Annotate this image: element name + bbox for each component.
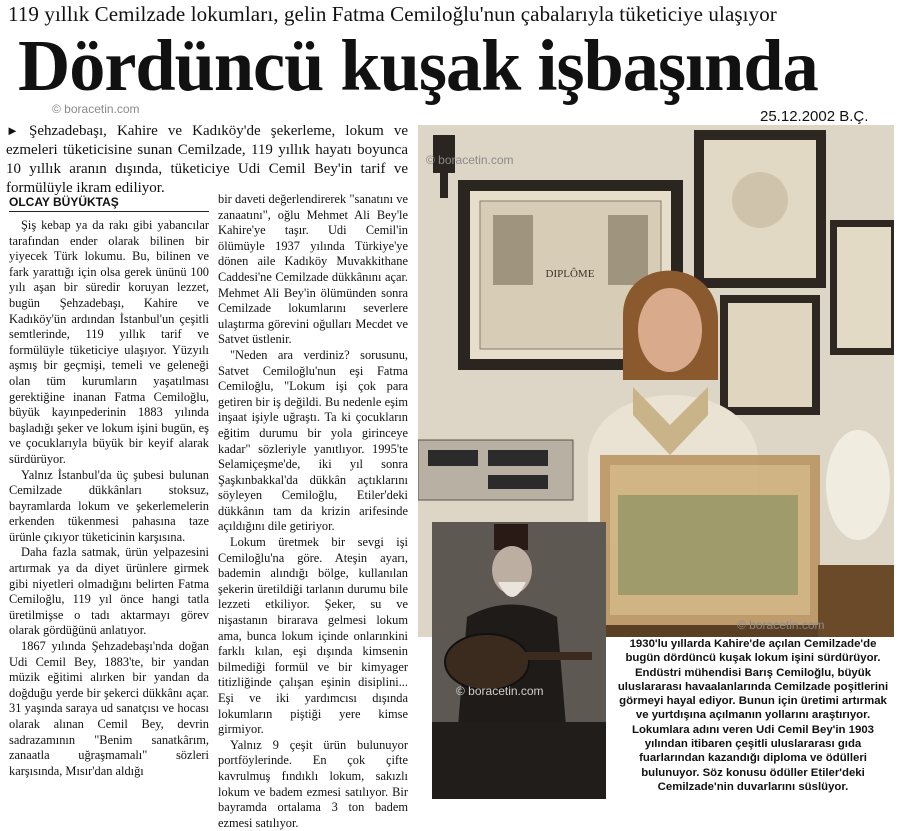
watermark: © boracetin.com: [52, 102, 140, 116]
paragraph: bir daveti değerlendirerek "sanatını ve zanaatını", oğlu Mehmet Ali Bey'le Kahire'ye taşır. Udi Cemil'in ölümüyle 1937 yılında Türkiye'ye dönen aile Kadıköy Muvakkithane Caddesi'ne Cemilzade dükkânını açar. Mehmet Ali Bey'in ölümünden sonra Cemilzade lokumlarını severlere ulaştırma görevini oğulları Mecdet ve Satvet üstlenir.: [218, 192, 408, 347]
portrait-illustration: [432, 522, 606, 799]
bullet-arrow-icon: ►: [6, 123, 19, 138]
paragraph: "Neden ara verdiniz? sorusunu, Satvet Cemiloğlu'nun eşi Fatma Cemiloğlu, "Lokum işi çok para getiren bir iş değildi. Bu nedenle eşim inşaat işiyle uğraştı. Ta ki çocukların eğitim durumu bir yola girinceye kadar" sözleriyle yanıtlıyor. 1995'te Selamiçeşme'de, iki yıl sonra Şaşkınbakkal'da dükkân açtıklarını söyleyen Cemiloğlu, Etiler'deki dükkânın tam da krizin arifesinde açıldığını dile getiriyor.: [218, 347, 408, 534]
paragraph: Şiş kebap ya da rakı gibi yabancılar tarafından ender olarak bilinen bir yiyecek Türk lokumu. Bu, bilinen ve fark yarattığı için olsa gerek ününü 100 yılı aşan bir süredir koruyan lezzet, bugün Şehzadebaşı, Kahire ve Kadıköy'ün ardından İstanbul'un çeşitli semtlerinde, 119 yıllık tarif ve formülüyle tüketiciye ulaşıyor. Yüzyılı aşmış bir geçmişi, temeli ve geleneği olan tüm kurumların yaşatılması gerektiğine inanan Fatma Cemiloğlu, büyük kayınpederinin 1883 yılında başladığı şeker ve lokum işini bugün, eş ve çocuklarıyla büyük bir keyif alarak sürdürüyor.: [9, 218, 209, 466]
paragraph: Yalnız İstanbul'da üç şubesi bulunan Cemilzade dükkânları stoksuz, bayramlarda lokum ve şekerlemelerin erkenden tükenmesi pahasına taze ürünle çıkıyor tüketicinin karşısına.: [9, 467, 209, 544]
paragraph: 1867 yılında Şehzadebaşı'nda doğan Udi Cemil Bey, 1883'te, bir yandan müzik eğitimi alırken bir yandan da doğduğu yerde bir şekerci dükkânı açar. 31 yaşında saraya ud sanatçısı ve hocası olarak alınan Cemil Bey, devrin sadrazamının "Benim sanatkârım, zanaatla uğraşmamalı" sözleri karşısında, Mısır'dan aldığı: [9, 639, 209, 778]
watermark: © boracetin.com: [737, 618, 825, 632]
paragraph: Daha fazla satmak, ürün yelpazesini artırmak ya da diyet ürünlere girmek gibi niyetleri olmadığını belirten Fatma Cemiloğlu, 119 yıl önce hangi tatla üretilmişse o tadı aktarmayı görev olarak gördüğünü anlatıyor.: [9, 545, 209, 638]
byline: OLCAY BÜYÜKTAŞ: [9, 195, 209, 212]
paragraph: Lokum üretmek bir sevgi işi Cemiloğlu'na göre. Ateşin ayarı, bademin alındığı bölge, kullanılan şekerin üretildiği tarlanın durumu bile lezzeti etkiliyor. Şeker, su ve nişastanın birarava gelmesi lokum ama, bunca lokum içinde onlarınkini farklı kılan, eşi dışında kimsenin bilmediği formül ve bir kimyager titizliğinde çalışan eşinin disiplini... Eşi ve iki yardımcısı dışında lokumların piştiği yere kimse girmiyor.: [218, 535, 408, 737]
lead-paragraph: [6, 121, 408, 198]
watermark: © boracetin.com: [426, 153, 514, 167]
lead-text: Şehzadebaşı, Kahire ve Kadıköy'de şekerleme, lokum ve ezmeleri tüketicisine sunan Cemilzade, 119 yıllık hayatı boyunca 10 yıllık aranın dışında, tüketiciye Udi Cemil Bey'in tarif ve formülüyle ikram ediliyor.: [6, 123, 409, 196]
portrait-photo: [432, 522, 606, 799]
diploma-text: DIPLÔME: [545, 268, 595, 280]
kicker: 119 yıllık Cemilzade lokumları, gelin Fatma Cemiloğlu'nun çabalarıyla tüketiciye ulaşıyor: [8, 2, 777, 26]
article-column-1: [9, 218, 209, 779]
article-column-2: [218, 192, 408, 831]
photo-caption: 1930'lu yıllarda Kahire'de açılan Cemilzade'de bugün dördüncü kuşak lokum işini sürdürüyor. Endüstri mühendisi Barış Cemiloğlu, büyük uluslararası havaalanlarında Cemilzade poşitlerini görmeyi hayal ediyor. Bunun için üretimi artırmak ve yurtdışına açılmanın yollarını araştırıyor. Lokumlara adını veren Udi Cemil Bey'in 1903 yılından itibaren çeşitli uluslararası gıda fuarlarından kazandığı diploma ve ödülleri bulunuyor. Söz konusu ödüller Etiler'deki Cemilzade'nin duvarlarını süslüyor.: [617, 638, 889, 793]
date-stamp: 25.12.2002 B.Ç.: [760, 108, 869, 125]
headline: Dördüncü kuşak işbaşında: [18, 25, 818, 106]
watermark: © boracetin.com: [456, 684, 544, 698]
paragraph: Yalnız 9 çeşit ürün bulunuyor portföylerinde. En çok çifte kavrulmuş fındıklı lokum, sakızlı lokum ve badem ezmesi satılıyor. Bir bayramda ortalama 3 ton badem ezmesi satılıyor.: [218, 737, 408, 830]
